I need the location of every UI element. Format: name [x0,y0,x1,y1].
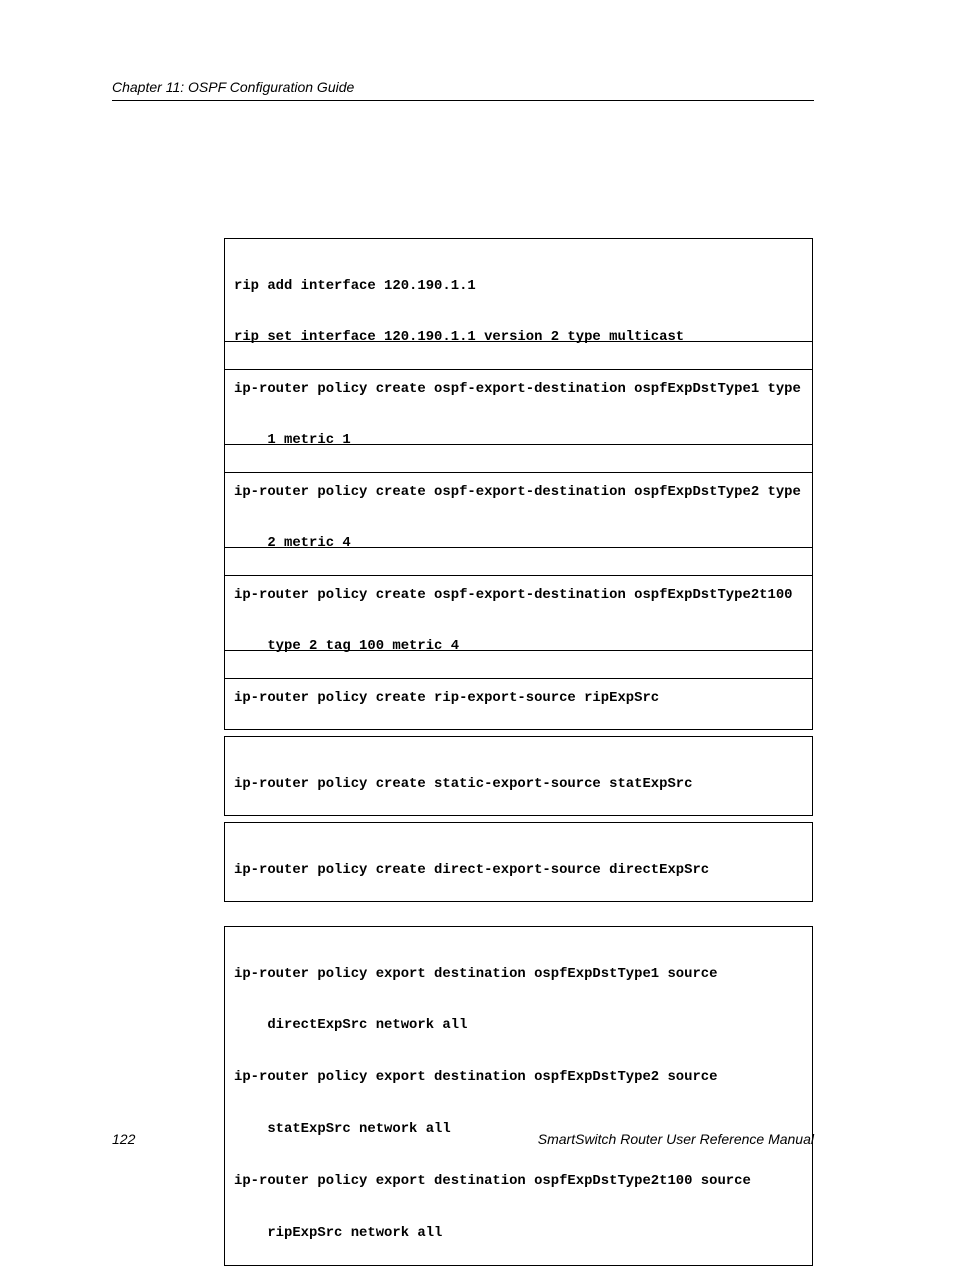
page-number: 122 [112,1131,136,1147]
manual-title: SmartSwitch Router User Reference Manual [537,1131,814,1147]
code-block-direct-export-source [224,822,813,902]
code-line: directExpSrc network all [234,1017,468,1034]
code-line: ip-router policy export destination ospfExpDstType2t100 source [234,1173,751,1190]
chapter-title: Chapter 11: OSPF Configuration Guide [112,79,355,95]
code-line: ip-router policy create ospf-export-destination ospfExpDstType2t100 [234,586,793,603]
code-line: ip-router policy export destination ospfExpDstType2 source [234,1069,718,1086]
code-line: ip-router policy create direct-export-source directExpSrc [234,861,710,878]
code-line: rip add interface 120.190.1.1 [234,277,476,294]
code-line: ip-router policy create ospf-export-destination ospfExpDstType2 type [234,483,801,500]
code-line: rip set interface 120.190.1.1 version 2 type multicast [234,329,685,346]
header-divider [112,100,814,101]
code-line: ip-router policy create static-export-source statExpSrc [234,775,693,792]
code-line: 2 metric 4 [234,535,351,552]
code-block-export-policies [224,926,813,1266]
code-line: ip-router policy export destination ospfExpDstType1 source [234,965,718,982]
code-line: type 2 tag 100 metric 4 [234,638,460,655]
code-block-static-export-source [224,736,813,816]
code-line: ip-router policy create rip-export-source ripExpSrc [234,689,660,706]
code-line: statExpSrc network all [234,1121,451,1138]
code-line: ip-router policy create ospf-export-destination ospfExpDstType1 type [234,380,801,397]
code-line: ripExpSrc network all [234,1225,443,1242]
code-block-rip-export-source [224,650,813,730]
code-line: 1 metric 1 [234,432,351,449]
